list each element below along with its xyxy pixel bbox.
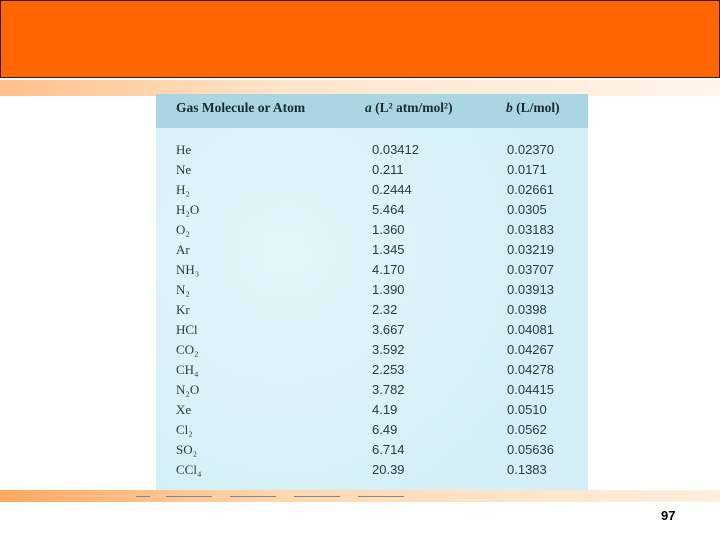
cell-a: 2.32 <box>372 302 398 317</box>
cell-gas: Ne <box>176 162 192 177</box>
cell-a: 0.03412 <box>372 142 419 157</box>
header-b <box>506 100 560 116</box>
table-row <box>156 220 588 240</box>
cell-b: 0.04415 <box>507 382 554 397</box>
table-row <box>156 280 588 300</box>
header-gas: Gas Molecule or Atom <box>176 100 306 115</box>
cell-gas: N₂O <box>176 382 200 397</box>
cell-a: 4.170 <box>372 262 405 277</box>
footer-rules <box>136 496 406 502</box>
cell-gas: SO₂ <box>176 442 198 457</box>
cell-gas: CH₄ <box>176 362 199 377</box>
cell-a: 1.390 <box>372 282 405 297</box>
cell-a: 3.782 <box>372 382 405 397</box>
cell-b: 0.03913 <box>507 282 554 297</box>
cell-b: 0.04278 <box>507 362 554 377</box>
table-row <box>156 440 588 460</box>
cell-b: 0.0171 <box>507 162 547 177</box>
cell-gas: Ar <box>176 242 190 257</box>
cell-gas: O₂ <box>176 222 190 237</box>
cell-a: 0.211 <box>372 162 404 177</box>
cell-a: 3.667 <box>372 322 405 337</box>
cell-gas: CCl₄ <box>176 462 202 477</box>
cell-gas: Kr <box>176 302 190 317</box>
table-row <box>156 300 588 320</box>
table-row <box>156 160 588 180</box>
cell-gas: Xe <box>176 402 192 417</box>
cell-b: 0.03183 <box>507 222 554 237</box>
cell-gas: He <box>176 142 192 157</box>
table-row <box>156 240 588 260</box>
cell-gas: N₂ <box>176 282 190 297</box>
cell-b: 0.03219 <box>507 242 554 257</box>
cell-b: 0.1383 <box>507 462 547 477</box>
cell-a: 1.345 <box>372 242 405 257</box>
cell-gas: H₂O <box>176 202 200 217</box>
header-b-var: b <box>506 100 513 115</box>
cell-gas: NH₃ <box>176 262 200 277</box>
table-row <box>156 260 588 280</box>
cell-a: 0.2444 <box>372 182 412 197</box>
cell-b: 0.03707 <box>507 262 554 277</box>
table-row <box>156 420 588 440</box>
cell-b: 0.0305 <box>507 202 547 217</box>
cell-b: 0.02661 <box>507 182 554 197</box>
cell-a: 5.464 <box>372 202 405 217</box>
table-row <box>156 460 588 480</box>
cell-b: 0.04267 <box>507 342 554 357</box>
table-row <box>156 140 588 160</box>
page-number: 97 <box>661 508 676 523</box>
table-row <box>156 180 588 200</box>
table-row <box>156 200 588 220</box>
cell-gas: Cl₂ <box>176 422 193 437</box>
header-a-unit: (L² atm/mol²) <box>375 100 453 115</box>
table-row <box>156 360 588 380</box>
cell-a: 4.19 <box>372 402 398 417</box>
cell-a: 20.39 <box>372 462 405 477</box>
cell-b: 0.02370 <box>507 142 554 157</box>
table-row <box>156 320 588 340</box>
table-row <box>156 380 588 400</box>
cell-b: 0.0510 <box>507 402 547 417</box>
cell-gas: HCl <box>176 322 198 337</box>
cell-b: 0.0398 <box>507 302 547 317</box>
cell-b: 0.05636 <box>507 442 554 457</box>
van-der-waals-constants-table <box>156 94 588 490</box>
cell-b: 0.04081 <box>507 322 554 337</box>
cell-a: 1.360 <box>372 222 405 237</box>
cell-a: 6.49 <box>372 422 398 437</box>
table-header <box>156 94 588 128</box>
header-a <box>365 100 453 116</box>
header-b-unit: (L/mol) <box>516 100 560 115</box>
cell-a: 6.714 <box>372 442 405 457</box>
table-body <box>156 140 588 480</box>
table-row <box>156 340 588 360</box>
slide-title-bar <box>0 0 720 78</box>
cell-b: 0.0562 <box>507 422 547 437</box>
cell-a: 2.253 <box>372 362 405 377</box>
cell-a: 3.592 <box>372 342 405 357</box>
cell-gas: CO₂ <box>176 342 199 357</box>
header-a-var: a <box>365 100 372 115</box>
cell-gas: H₂ <box>176 182 190 197</box>
table-row <box>156 400 588 420</box>
